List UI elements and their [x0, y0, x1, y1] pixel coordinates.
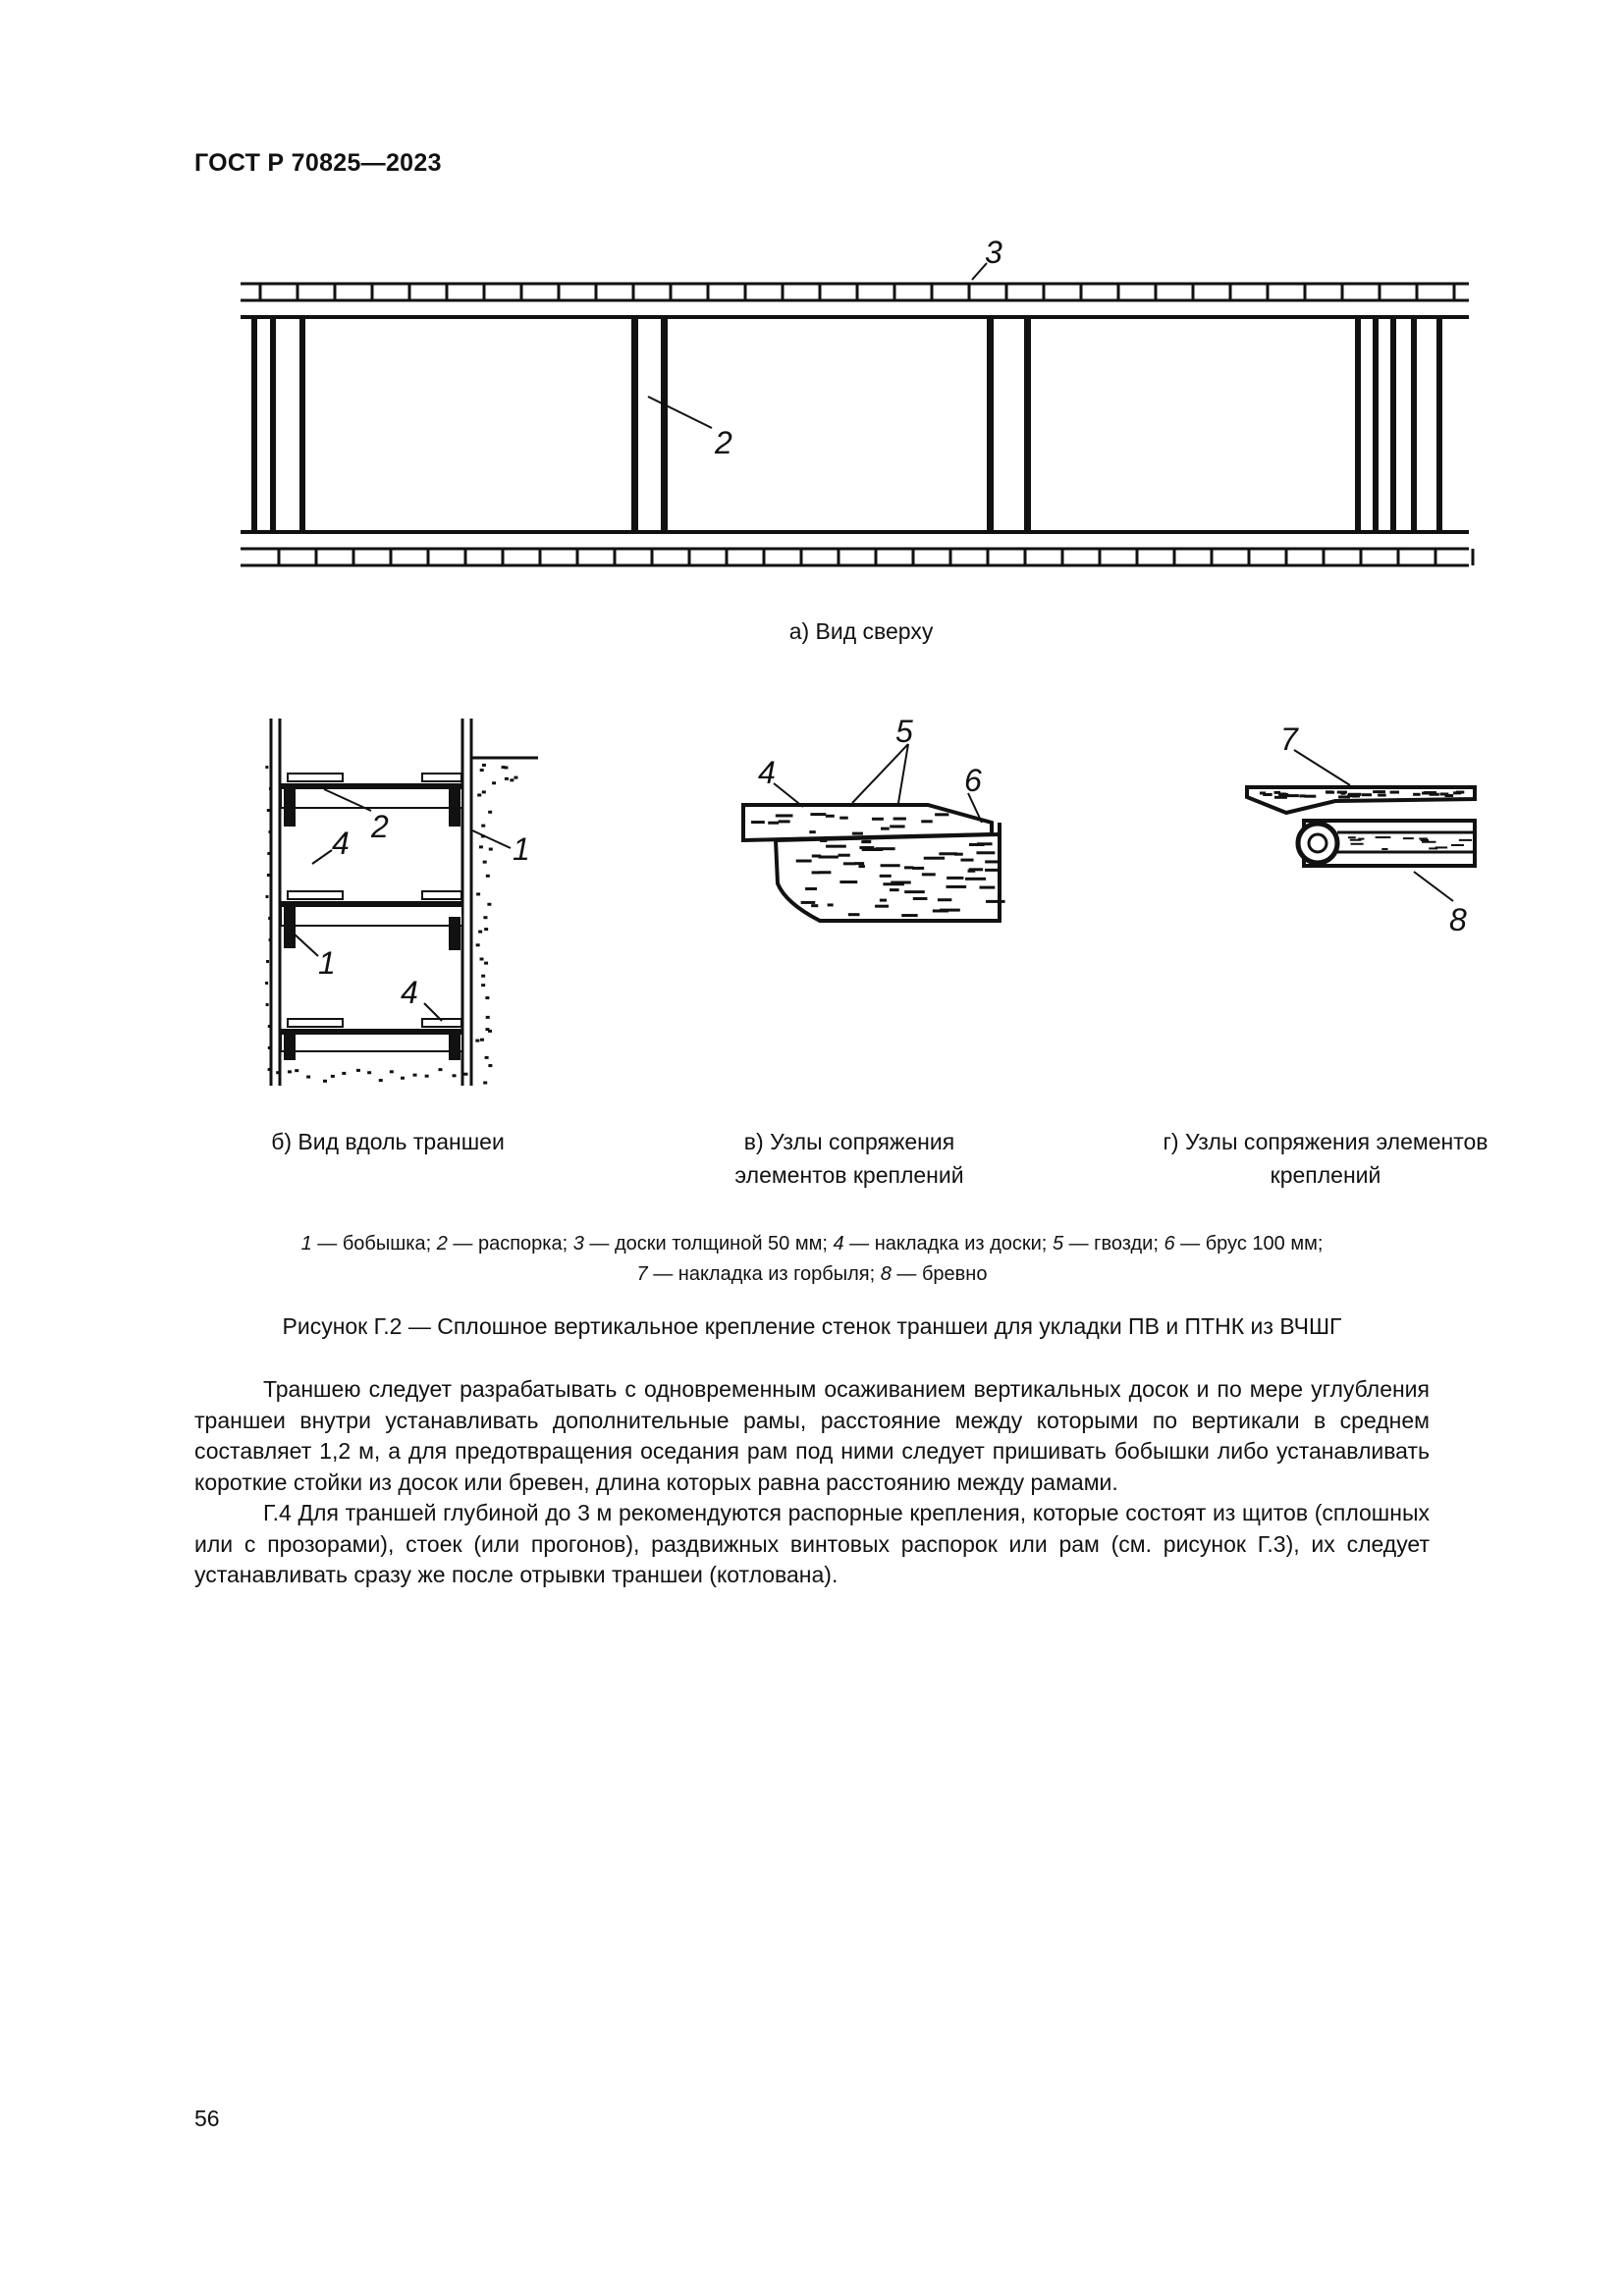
wood-grain-mark	[1419, 837, 1428, 839]
callout-v-6: 6	[964, 763, 982, 798]
legend-text-6: — брус 100 мм;	[1174, 1233, 1324, 1255]
figure-g-caption-line2: креплений	[1270, 1162, 1381, 1188]
wood-grain-mark	[1451, 844, 1464, 846]
callout-g-8: 8	[1449, 902, 1467, 937]
wood-grain-mark	[1373, 790, 1385, 793]
legend-num-8: 8	[880, 1263, 892, 1285]
legend-num-7: 7	[636, 1263, 648, 1285]
figure-a-caption: а) Вид сверху	[788, 618, 934, 644]
wood-grain-mark	[1376, 836, 1391, 838]
callout-b-1-left: 1	[318, 945, 336, 981]
figure-v-caption-line2: элементов креплений	[734, 1162, 964, 1188]
legend-text-7: — накладка из горбыля;	[647, 1263, 881, 1285]
figure-v-caption	[687, 1125, 1011, 1192]
legend-num-3: 3	[572, 1233, 584, 1255]
legend-num-4: 4	[833, 1233, 844, 1255]
wood-grain-mark	[1424, 791, 1436, 794]
wood-grain-mark	[1287, 794, 1299, 797]
wood-grain-mark	[1338, 795, 1350, 798]
legend-text-4: — накладка из доски;	[843, 1233, 1053, 1255]
wood-grain-mark	[1378, 794, 1385, 797]
legend-num-5: 5	[1052, 1233, 1064, 1255]
callout-b-4: 4	[332, 826, 350, 861]
callout-v-4: 4	[758, 755, 776, 790]
wood-grain-mark	[1299, 794, 1305, 797]
wood-grain-mark	[1351, 843, 1364, 845]
callout-b-2: 2	[371, 809, 389, 844]
figure-v-caption-line1: в) Узлы сопряжения	[743, 1129, 955, 1154]
legend-num-6: 6	[1164, 1233, 1175, 1255]
figure-b-caption: б) Вид вдоль траншеи	[271, 1129, 505, 1154]
wood-grain-mark	[1403, 837, 1414, 839]
legend-line-1	[196, 1229, 1428, 1259]
legend-text-8: — бревно	[891, 1263, 988, 1285]
body-paragraph-2: Г.4 Для траншей глубиной до 3 м рекомендуются распорные крепления, которые состоят из щитов (сплошных или с прозорами), стоек (или прогонов), раздвижных винтовых распорок или рам (см. рисунок Г.3), их следует устанавливать сразу же после отрывки траншеи (котлована).	[194, 1500, 1430, 1588]
wood-grain-mark	[1274, 796, 1287, 799]
callout-3: 3	[985, 235, 1002, 270]
wood-grain-mark	[1413, 793, 1421, 796]
wood-grain-mark	[1440, 792, 1449, 795]
figure-legend	[196, 1229, 1428, 1290]
page-number: 56	[194, 2106, 220, 2131]
wood-grain-mark	[1279, 793, 1288, 796]
callout-g-7: 7	[1280, 721, 1298, 757]
figure-g-joint-detail	[0, 0, 1624, 1119]
callout-v-5: 5	[895, 714, 913, 749]
wood-grain-mark	[1362, 793, 1372, 796]
wood-grain-mark	[1429, 847, 1437, 849]
figure-g-caption	[1129, 1125, 1522, 1192]
wood-grain-mark	[1263, 793, 1272, 796]
wood-grain-mark	[1453, 791, 1461, 794]
wood-grain-mark	[1337, 791, 1347, 794]
legend-line-2	[196, 1259, 1428, 1290]
legend-text-3: — доски толщиной 50 мм;	[583, 1233, 834, 1255]
callout-2: 2	[715, 425, 732, 460]
legend-num-2: 2	[436, 1233, 448, 1255]
wood-grain-mark	[1422, 841, 1435, 843]
body-paragraph-1: Траншею следует разрабатывать с одновременным осаживанием вертикальных досок и по мере углубления траншеи внутри устанавливать дополнительные рамы, расстояние между которыми по вертикали в среднем составляет 1,2 м, а для предотвращения оседания рам под ними следует пришивать бобышки либо устанавливать короткие стойки из досок или бревен, длина которых равна расстоянию между рамами.	[194, 1376, 1430, 1495]
callout-b-1-right: 1	[513, 831, 530, 867]
wood-grain-mark	[1350, 839, 1362, 841]
figure-title: Рисунок Г.2 — Сплошное вертикальное крепление стенок траншеи для укладки ПВ и ПТНК из ВЧШГ	[282, 1313, 1342, 1339]
callout-b-4-lower: 4	[401, 975, 418, 1010]
legend-text-2: — распорка;	[447, 1233, 573, 1255]
legend-num-1: 1	[300, 1233, 312, 1255]
legend-text-1: — бобышка;	[311, 1233, 437, 1255]
document-header: ГОСТ Р 70825—2023	[194, 149, 442, 177]
figure-g-caption-line1: г) Узлы сопряжения элементов	[1163, 1129, 1489, 1154]
wood-grain-mark	[1381, 848, 1387, 850]
wood-grain-mark	[1304, 795, 1316, 798]
legend-text-5: — гвозди;	[1063, 1233, 1164, 1255]
wood-grain-mark	[1348, 836, 1356, 838]
wood-grain-mark	[1326, 791, 1334, 794]
wood-grain-mark	[1459, 839, 1472, 841]
wood-grain-mark	[1390, 791, 1399, 794]
